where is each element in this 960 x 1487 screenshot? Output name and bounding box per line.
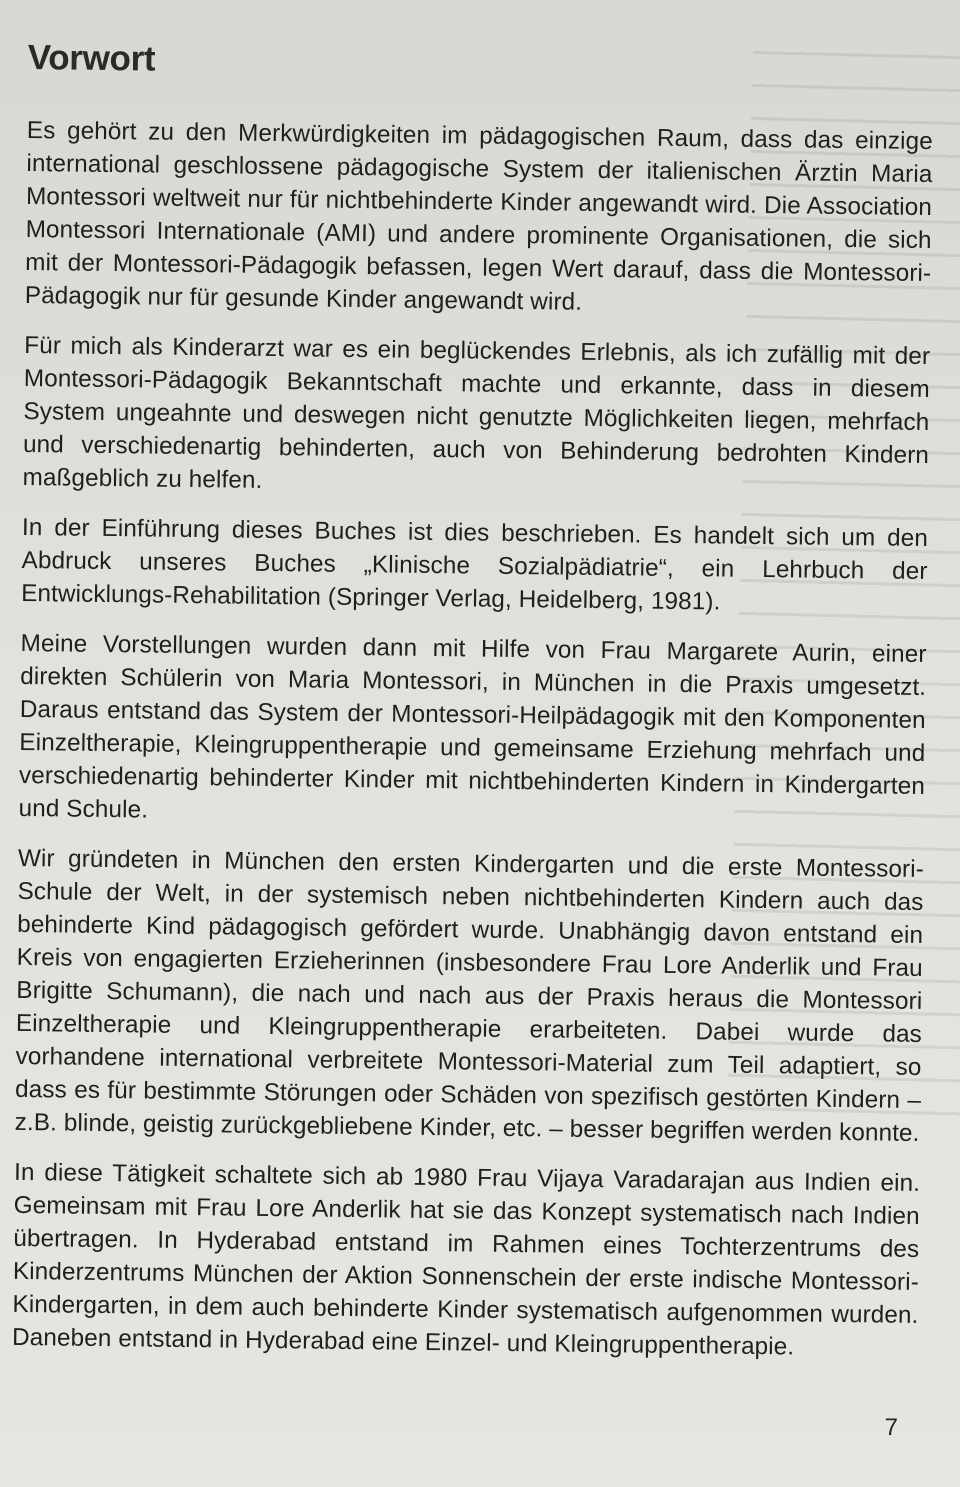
page-content (12, 38, 934, 1382)
paragraph-5: Wir gründeten in München den ersten Kindergarten und die erste Montessori-Schule der Welt, in der systemisch neben nichtbehinderten Kindern auch das behinderte Kind pädagogisch gefördert wurde. Unabhängig davon entstand ein Kreis von engagierten Erzieherinnen (insbesondere Frau Lore Anderlik und Frau Brigitte Schumann), die nach und nach aus der Praxis heraus die Montessori Einzeltherapie und Kleingruppentherapie erarbeiteten. Dabei wurde das vorhandene international verbreitete Montessori-Material zum Teil adaptiert, so dass es für bestimmte Störungen oder Schäden von spezifisch gestörten Kindern – z.B. blinde, geistig zurückgebliebene Kinder, etc. – besser begriffen werden konnte. (14, 844, 925, 1147)
page-number: 7 (884, 1414, 898, 1441)
paragraph-6: In diese Tätigkeit schaltete sich ab 1980 Frau Vijaya Varadarajan aus Indien ein. Gemeinsam mit Frau Lore Anderlik hat sie das Konzept systematisch nach Indien übertragen. In Hyderabad entstand im Rahmen eines Tochterzentrums des Kinderzentrums München der Aktion Sonnenschein der erste indische Montessori-Kindergarten, in dem auch behinderte Kinder systematisch aufgenommen wurden. Daneben entstand in Hyderabad eine Einzel- und Kleingruppentherapie. (11, 1158, 921, 1361)
paragraph-2: Für mich als Kinderarzt war es ein beglückendes Erlebnis, als ich zufällig mit der Montessori-Pädagogik Bekanntschaft machte und erkannte, dass in diesem System ungeahnte und deswegen nicht genutzte Möglichkeiten liegen, mehrfach und verschiedenartig behinderten, auch von Behinderung bedrohten Kindern maßgeblich zu helfen. (22, 331, 931, 494)
page-title: Vorwort (27, 38, 156, 79)
paragraph-4: Meine Vorstellungen wurden dann mit Hilfe von Frau Margarete Aurin, einer direkten Schülerin von Maria Montessori, in München in die Praxis umgesetzt. Daraus entstand das System der Montessori-Heilpädagogik mit den Komponenten Einzeltherapie, Kleingruppentherapie und gemeinsame Erziehung mehrfach und verschiedenartig behinderter Kinder mit nichtbehinderten Kindern in Kindergarten und Schule. (18, 629, 927, 824)
paragraph-3: In der Einführung dieses Buches ist dies beschrieben. Es handelt sich um den Abdruck unseres Buches „Klinische Sozialpädiatrie“, ein Lehrbuch der Entwicklungs-Rehabilitation (Springer Verlag, Heidelberg, 1981). (21, 513, 929, 616)
paragraph-1: Es gehört zu den Merkwürdigkeiten im pädagogischen Raum, dass das einzige international geschlossene pädagogische System der italienischen Ärztin Maria Montessori weltweit nur für nichtbehinderte Kinder angewandt wird. Die Association Montessori Internationale (AMI) und andere prominente Organisationen, die sich mit der Montessori-Pädagogik befassen, legen Wert darauf, dass die Montessori-Pädagogik nur für gesunde Kinder angewandt wird. (24, 116, 933, 316)
